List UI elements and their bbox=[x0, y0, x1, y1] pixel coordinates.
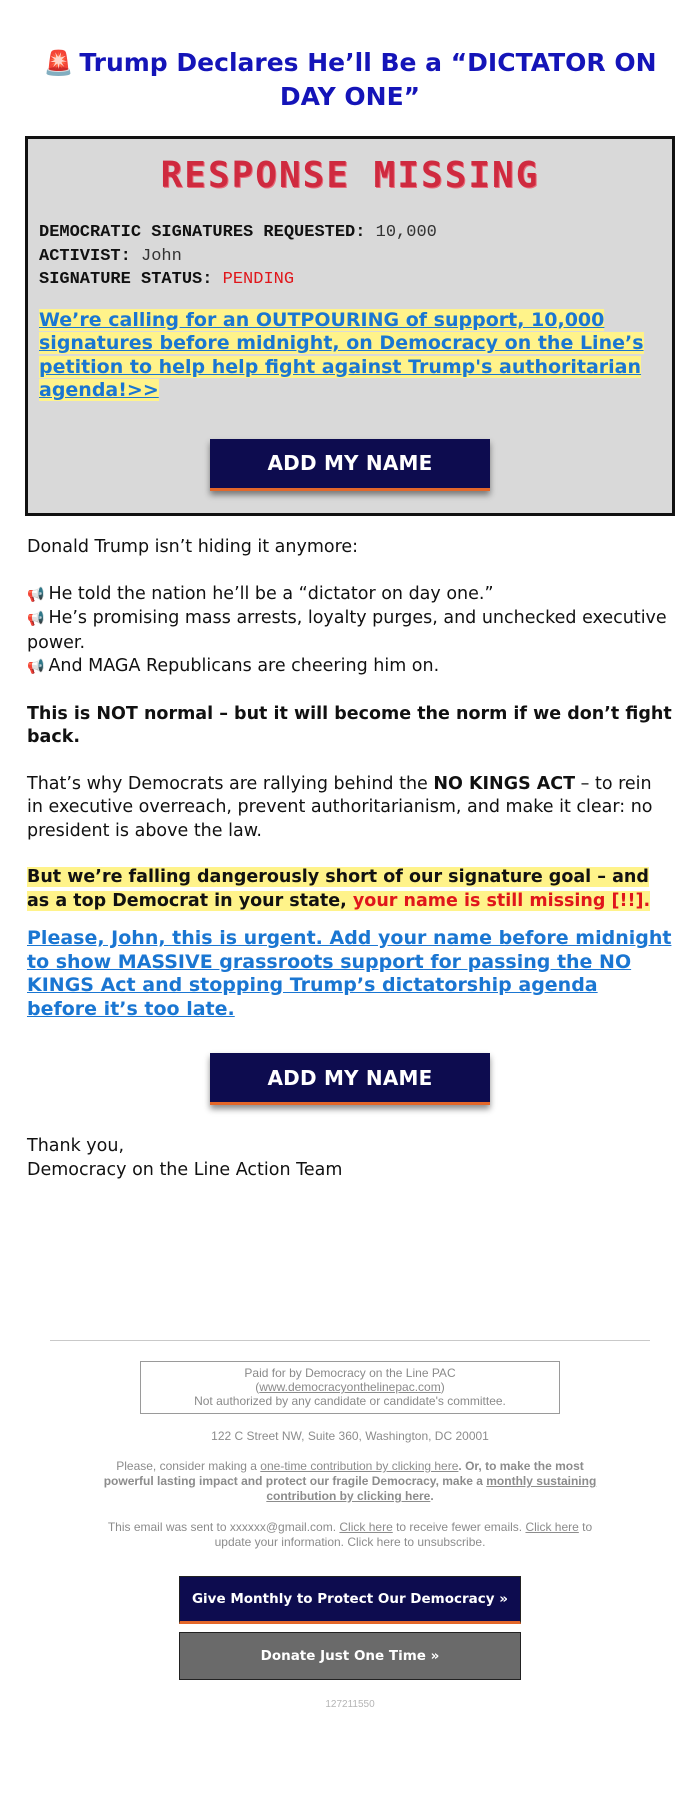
field-signature-status bbox=[39, 268, 661, 292]
donate-one-time-button[interactable]: Donate Just One Time » bbox=[179, 1632, 521, 1680]
please-mid: . Or, to make the most powerful lasting impact and protect our fragile Democracy, make a bbox=[103, 1459, 584, 1488]
signature-goal-paragraph bbox=[27, 866, 673, 913]
mailing-address: 122 C Street NW, Suite 360, Washington, DC 20001 bbox=[211, 1429, 489, 1443]
no-kings-post: – to rein in executive overreach, prevent authoritarianism, and make it clear: no president is above the law. bbox=[27, 773, 653, 841]
paid-url-line bbox=[145, 1380, 555, 1394]
please-end: . bbox=[430, 1489, 434, 1503]
field-value: 10,000 bbox=[375, 223, 437, 242]
email-preferences-note bbox=[97, 1520, 603, 1550]
paid-for-disclaimer bbox=[140, 1361, 560, 1414]
bullet-text: He told the nation he’ll be a “dictator on day one.” bbox=[48, 583, 494, 604]
intro-paragraph: Donald Trump isn’t hiding it anymore: bbox=[27, 537, 359, 557]
urgent-add-name-link[interactable]: Please, John, this is urgent. Add your name before midnight to show MASSIVE grassroots support for passing the NO KINGS Act and stopping Trump’s dictatorship agenda before it’s too late. bbox=[27, 927, 672, 1020]
no-kings-act-label: NO KINGS ACT bbox=[433, 773, 576, 794]
field-value: John bbox=[141, 246, 182, 266]
paid-line: Paid for by Democracy on the Line PAC bbox=[244, 1366, 456, 1380]
bullet-list bbox=[27, 583, 673, 680]
response-missing-title: RESPONSE MISSING bbox=[160, 155, 540, 196]
list-item bbox=[27, 607, 673, 655]
contribution-note bbox=[97, 1459, 603, 1504]
megaphone-icon: 📢 bbox=[27, 611, 45, 627]
siren-icon: 🚨 bbox=[43, 49, 74, 77]
not-normal-paragraph: This is NOT normal – but it will become the norm if we don’t fight back. bbox=[27, 703, 672, 747]
field-activist bbox=[39, 245, 661, 269]
field-label: ACTIVIST: bbox=[39, 246, 131, 266]
field-label: DEMOCRATIC SIGNATURES REQUESTED: bbox=[39, 223, 366, 242]
sent-post: to update your information. Click here to unsubscribe. bbox=[214, 1520, 593, 1549]
no-kings-paragraph bbox=[27, 773, 673, 844]
no-kings-pre: That’s why Democrats are rallying behind the bbox=[27, 773, 434, 794]
add-my-name-button-2[interactable]: ADD MY NAME bbox=[210, 1053, 490, 1105]
footer bbox=[22, 1340, 678, 1710]
sent-mid: to receive fewer emails. bbox=[392, 1520, 526, 1534]
megaphone-icon: 📢 bbox=[27, 659, 45, 675]
list-item bbox=[27, 583, 673, 608]
status-fields bbox=[39, 221, 661, 292]
signoff-thanks: Thank you, bbox=[27, 1136, 125, 1156]
email-container bbox=[22, 46, 678, 1710]
monthly-contribution-link[interactable]: monthly sustaining contribution by clicking here bbox=[266, 1474, 597, 1503]
one-time-contribution-link[interactable]: one-time contribution by clicking here bbox=[260, 1459, 459, 1473]
pac-website-link[interactable]: www.democracyonthelinepac.com bbox=[259, 1380, 441, 1394]
email-id: 127211550 bbox=[325, 1699, 375, 1710]
headline bbox=[22, 46, 678, 113]
name-missing-alert: your name is still missing [!!]. bbox=[352, 890, 651, 911]
petition-link[interactable] bbox=[39, 309, 661, 403]
status-pending-value: PENDING bbox=[222, 270, 295, 289]
paren-open: ( bbox=[255, 1380, 260, 1394]
signoff-team: Democracy on the Line Action Team bbox=[27, 1159, 343, 1180]
give-monthly-button[interactable]: Give Monthly to Protect Our Democracy » bbox=[179, 1576, 521, 1624]
email-body bbox=[22, 536, 678, 1182]
headline-text: Trump Declares He’ll Be a “DICTATOR ON DAY ONE” bbox=[79, 48, 657, 111]
bullet-text: And MAGA Republicans are cheering him on. bbox=[48, 656, 440, 676]
add-my-name-button[interactable]: ADD MY NAME bbox=[210, 439, 490, 491]
please-pre: Please, consider making a bbox=[116, 1459, 261, 1473]
megaphone-icon: 📢 bbox=[27, 586, 45, 603]
signature-goal-text: But we’re falling dangerously short of our signature goal – and as a top Democrat in your state, bbox=[27, 867, 649, 911]
signature-goal-highlight bbox=[27, 867, 650, 911]
petition-link-text: We’re calling for an OUTPOURING of support, 10,000 signatures before midnight, on Democracy on the Line’s petition to help help fight against Trump's authoritarian agenda!>> bbox=[39, 308, 644, 401]
bullet-text: He’s promising mass arrests, loyalty purges, and unchecked executive power. bbox=[27, 608, 667, 653]
paren-close: ) bbox=[440, 1380, 445, 1394]
sent-pre: This email was sent to xxxxxx@gmail.com. bbox=[107, 1520, 340, 1534]
list-item bbox=[27, 655, 673, 680]
signoff bbox=[27, 1135, 673, 1182]
update-info-link[interactable]: Click here bbox=[525, 1520, 579, 1534]
response-missing-box bbox=[25, 136, 675, 516]
not-authorized-line: Not authorized by any candidate or candidate's committee. bbox=[194, 1394, 506, 1408]
footer-divider bbox=[50, 1340, 650, 1341]
field-label: SIGNATURE STATUS: bbox=[39, 270, 213, 289]
fewer-emails-link[interactable]: Click here bbox=[339, 1520, 393, 1534]
field-signatures-requested bbox=[39, 221, 661, 245]
